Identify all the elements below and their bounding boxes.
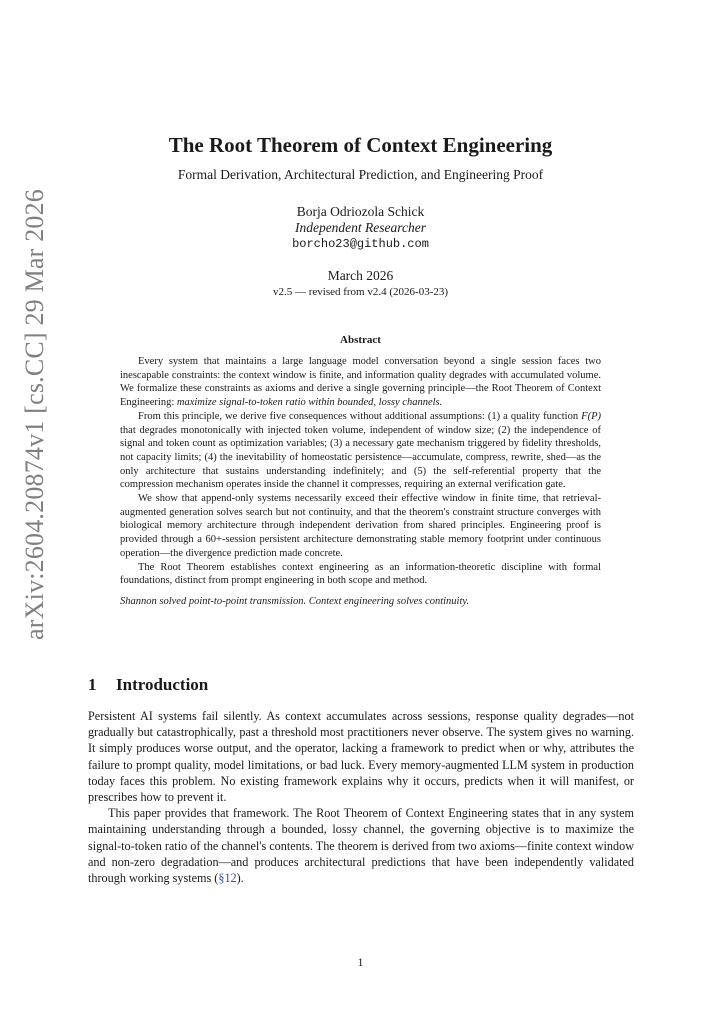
author-affiliation: Independent Researcher xyxy=(294,220,427,235)
section-title: Introduction xyxy=(116,675,209,694)
section-reference-link[interactable]: §12 xyxy=(218,871,237,886)
arxiv-identifier: arXiv:2604.20874v1 [cs.CC] 29 Mar 2026 xyxy=(20,189,49,640)
body-text: This paper provides that framework. The Root Theorem of Context Engineering states that in any system maintaining understanding through a bounded, lossy channel, the governing objective is to maximize the signal-to-token ratio of the channel's contents. The theorem is derived from two axioms—finite context window and non-zero degradation—and produces architectural predictions that have been independently validated through working systems ( xyxy=(88,806,634,886)
abstract-text: that degrades monotonically with injected token volume, independent of window size; (2) the independence of signal and token count as optimization variables; (3) a necessary gate mechanism triggered by fidelity thresholds, not capacity limits; (4) the inevitability of homeostatic persistence—accumulate, compress, rewrite, shed—as the only architecture that sustains understanding indefinitely; and (5) the self-referential property that the compression mechanism operates inside the channel it compresses, requiring an external verification gate. xyxy=(120,424,601,491)
abstract-tagline: Shannon solved point-to-point transmission. Context engineering solves continuity. xyxy=(120,595,470,607)
abstract-paragraph: The Root Theorem establishes context engineering as an information-theoretic discipline with formal foundations, distinct from prompt engineering in both scope and method. xyxy=(120,561,601,587)
author-email: borcho23@github.com xyxy=(292,237,429,251)
arxiv-sidebar xyxy=(10,189,60,640)
abstract-heading: Abstract xyxy=(340,334,381,346)
paper-date: March 2026 xyxy=(327,268,394,283)
page-number: 1 xyxy=(357,957,364,969)
math-expression: F(P) xyxy=(581,410,601,422)
paper-version: v2.5 — revised from v2.4 (2026-03-23) xyxy=(272,286,449,298)
abstract-text: Every system that maintains a large language model conversation beyond a single session faces two inescapable constraints: the context window is finite, and information quality degrades with accumulated volume. We formalize these constraints as axioms and derive a single governing principle—the Root Theorem of Context Engineering: xyxy=(120,356,601,409)
section-body xyxy=(88,708,634,886)
paper-subtitle: Formal Derivation, Architectural Prediction, and Engineering Proof xyxy=(177,167,544,182)
body-text: ). xyxy=(236,871,244,886)
author-name: Borja Odriozola Schick xyxy=(296,204,425,219)
abstract-body xyxy=(120,355,601,609)
abstract-emphasis: maximize signal-to-token ratio within bounded, lossy channels. xyxy=(176,397,443,409)
abstract-paragraph: We show that append-only systems necessarily exceed their effective window in finite time, that retrieval-augmented generation solves search but not continuity, and that the theorem's constraint structure converges with biological memory architecture through independent derivation from shared principles. Engineering proof is provided through a 60+-session persistent architecture demonstrating stable memory footprint under continuous operation—the divergence prediction made concrete. xyxy=(120,493,601,559)
section-heading xyxy=(88,675,648,695)
paper-title: The Root Theorem of Context Engineering xyxy=(168,133,553,157)
abstract-paragraph xyxy=(120,355,601,410)
body-paragraph xyxy=(88,805,634,886)
abstract-text: From this principle, we derive five consequences without additional assumptions: (1) a quality function xyxy=(138,410,582,422)
section-number: 1 xyxy=(88,675,97,694)
body-paragraph: Persistent AI systems fail silently. As context accumulates across sessions, response quality degrades—not gradually but catastrophically, past a threshold most practitioners never observe. The system gives no warning. It simply produces worse output, and the operator, lacking a framework to predict when or why, attributes the failure to prompt quality, model limitations, or bad luck. Every memory-augmented LLM system in production today faces this problem. No existing framework explains why it occurs, predicts when it will manifest, or prescribes how to prevent it. xyxy=(88,709,634,805)
abstract-paragraph xyxy=(120,410,601,492)
